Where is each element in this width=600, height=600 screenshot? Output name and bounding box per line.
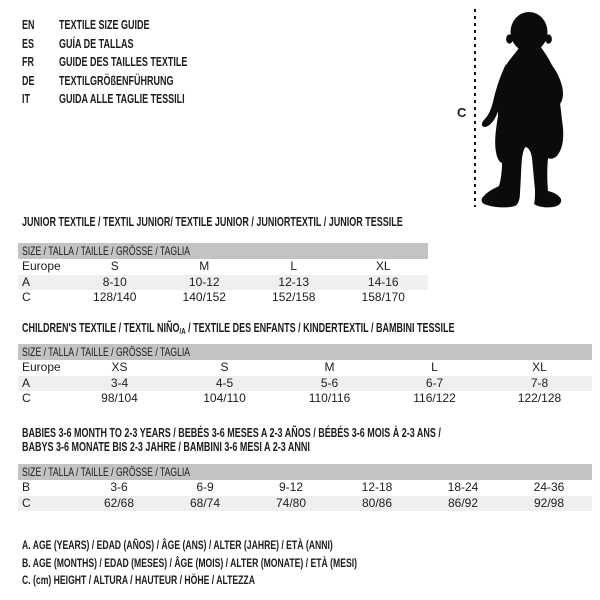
table-cell: 92/98	[533, 495, 565, 510]
table-cell: XL	[375, 259, 391, 273]
height-measure-label: C	[457, 105, 467, 120]
table-row	[18, 376, 592, 392]
table-cell: 18-24	[447, 480, 479, 494]
table-cell: M	[199, 259, 210, 273]
table-cell: 4-5	[215, 375, 234, 390]
row-label: Europe	[22, 259, 61, 273]
table-cell: 116/122	[413, 391, 456, 405]
language-row-it	[22, 90, 237, 109]
children-section-title-text	[22, 322, 454, 338]
table-cell: 9-12	[278, 480, 304, 494]
table-cell: 6-7	[425, 375, 444, 390]
table-cell: 3-4	[110, 375, 129, 390]
measure-legend	[22, 537, 487, 590]
table-cell: 80/86	[361, 495, 393, 510]
row-label: Europe	[22, 360, 61, 374]
junior-table-size-header	[18, 243, 428, 259]
language-code: DE	[22, 73, 35, 88]
table-cell: 14-16	[367, 274, 399, 289]
title-post: / TEXTILE DES ENFANTS / KINDERTEXTIL / BAMBINI TESSILE	[185, 321, 455, 335]
row-label: C	[22, 290, 31, 304]
children-size-table	[18, 344, 592, 407]
junior-section-title-text: JUNIOR TEXTILE / TEXTIL JUNIOR/ TEXTILE JUNIOR / JUNIORTEXTIL / JUNIOR TESSILE	[22, 215, 403, 229]
language-code: FR	[22, 55, 35, 69]
table-cell: 74/80	[275, 495, 307, 510]
table-cell: S	[220, 360, 229, 374]
table-row	[18, 360, 592, 376]
language-label: GUIDE DES TAILLES TEXTILE	[59, 55, 188, 69]
legend-line-a	[22, 537, 487, 555]
title-subscript: /A	[179, 326, 186, 336]
babies-table-size-header	[18, 464, 592, 480]
baby-silhouette-image	[478, 8, 576, 210]
babies-size-table	[18, 464, 592, 511]
size-header-text: SIZE / TALLA / TAILLE / GRÖSSE / TAGLIA	[22, 345, 191, 359]
table-cell: M	[324, 360, 335, 374]
table-cell: XS	[111, 360, 128, 374]
table-cell: 5-6	[320, 375, 339, 390]
table-row	[18, 290, 428, 306]
table-cell: 10-12	[188, 274, 220, 289]
row-label: C	[22, 391, 31, 405]
table-cell: 110/116	[308, 391, 351, 405]
table-cell: 128/140	[93, 290, 137, 304]
table-cell: 24-36	[533, 480, 565, 494]
legend-text-b: B. AGE (MONTHS) / EDAD (MESES) / ÂGE (MOIS) / ALTER (MONATE) / ETÀ (MESI)	[22, 555, 358, 570]
table-cell: 86/92	[447, 495, 479, 510]
table-cell: L	[290, 259, 298, 273]
language-list	[22, 16, 237, 109]
babies-section-title-line1	[22, 427, 600, 440]
row-label: C	[22, 495, 31, 510]
row-label: B	[22, 480, 31, 494]
language-row-de	[22, 72, 237, 91]
table-cell: 98/104	[101, 391, 138, 405]
table-row	[18, 480, 592, 496]
table-cell: 12-18	[361, 480, 393, 494]
language-code: EN	[22, 18, 35, 32]
legend-line-c	[22, 572, 487, 590]
language-code: ES	[22, 36, 35, 51]
language-label: GUIDA ALLE TAGLIE TESSILI	[59, 92, 185, 106]
table-cell: 3-6	[110, 480, 128, 494]
language-row-fr	[22, 53, 237, 72]
table-row	[18, 259, 428, 275]
title-pre: CHILDREN'S TEXTILE / TEXTIL NIÑO	[22, 321, 180, 335]
language-row-es	[22, 35, 237, 54]
table-cell: L	[431, 360, 438, 374]
table-cell: 6-9	[196, 480, 214, 494]
table-cell: 7-8	[530, 375, 549, 390]
language-label: TEXTILGRÖßENFÜHRUNG	[59, 73, 174, 88]
babies-section-title-line2	[22, 441, 422, 454]
table-cell: 12-13	[278, 274, 310, 289]
table-cell: 152/158	[272, 290, 316, 304]
size-header-text: SIZE / TALLA / TAILLE / GRÖSSE / TAGLIA	[22, 465, 191, 479]
babies-title-text-line1: BABIES 3-6 MONTH TO 2-3 YEARS / BEBÉS 3-6 MESES A 2-3 AÑOS / BÉBÉS 3-6 MOIS À 2-3 ANS /	[22, 426, 441, 440]
table-cell: XL	[532, 360, 547, 374]
table-cell: 104/110	[203, 391, 246, 405]
children-table-size-header	[18, 344, 592, 360]
row-label: A	[22, 375, 31, 390]
junior-section-title	[22, 216, 551, 229]
table-row	[18, 275, 428, 291]
table-row	[18, 496, 592, 512]
table-cell: 68/74	[189, 495, 221, 510]
language-label: TEXTILE SIZE GUIDE	[59, 18, 150, 32]
babies-title-text-line2: BABYS 3-6 MONATE BIS 2-3 JAHRE / BAMBINI 3-6 MESI A 2-3 ANNI	[22, 440, 310, 454]
table-cell: 158/170	[361, 290, 405, 304]
legend-text-a: A. AGE (YEARS) / EDAD (AÑOS) / ÂGE (ANS) / ALTER (JAHRE) / ETÀ (ANNI)	[22, 538, 333, 552]
language-code: IT	[22, 92, 30, 106]
table-cell: 62/68	[103, 495, 135, 510]
table-cell: 140/152	[182, 290, 226, 304]
table-cell: 8-10	[102, 274, 127, 289]
table-row	[18, 391, 592, 407]
junior-size-table	[18, 243, 428, 306]
language-row-en	[22, 16, 237, 35]
table-cell: 122/128	[517, 391, 562, 405]
children-section-title	[22, 322, 600, 338]
size-header-text: SIZE / TALLA / TAILLE / GRÖSSE / TAGLIA	[22, 244, 191, 258]
table-cell: S	[110, 259, 119, 273]
legend-text-c: C. (cm) HEIGHT / ALTURA / HAUTEUR / HÖHE / ALTEZZA	[22, 573, 255, 587]
legend-line-b	[22, 555, 487, 573]
height-measure-dotted-line	[474, 9, 476, 207]
row-label: A	[22, 274, 31, 289]
language-label: GUÍA DE TALLAS	[59, 36, 134, 51]
